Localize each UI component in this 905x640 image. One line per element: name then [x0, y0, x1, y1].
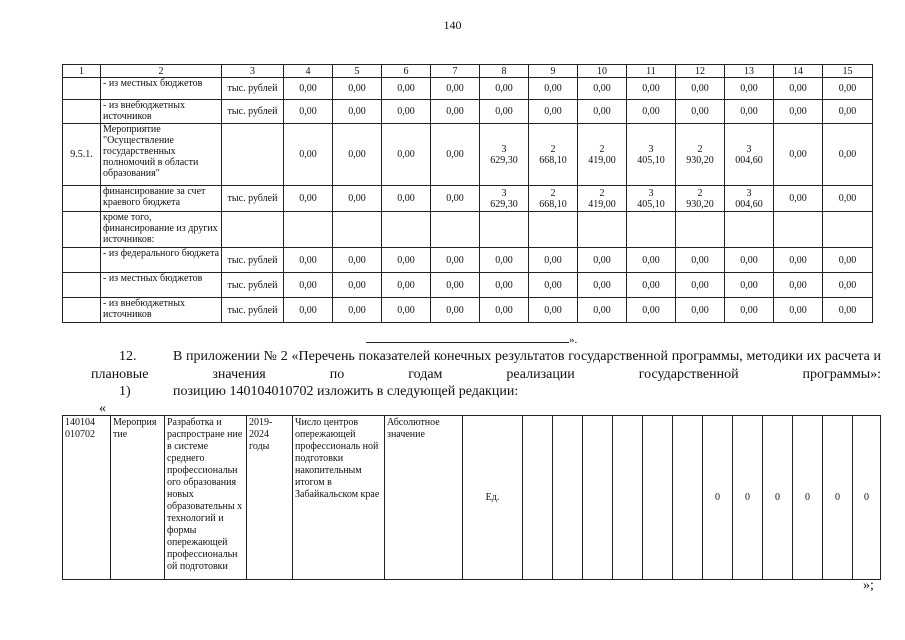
- value-cell: 0,00: [578, 100, 627, 124]
- value-cell: 0: [733, 416, 763, 580]
- row-unit: тыс. рублей: [222, 273, 284, 298]
- value-cell: 0,00: [725, 100, 774, 124]
- row-name: финансирование за счет краевого бюджета: [101, 186, 222, 212]
- value-cell: 0,00: [382, 248, 431, 273]
- indicator-table: [62, 415, 881, 580]
- closing-mark: »;: [863, 578, 874, 593]
- value-cell: 0,00: [578, 298, 627, 323]
- value-cell: 0,00: [284, 124, 333, 186]
- value-cell: [382, 212, 431, 248]
- value-cell: 0,00: [627, 78, 676, 100]
- table-row: [63, 273, 873, 298]
- table-row: [63, 124, 873, 186]
- value-cell: 0: [703, 416, 733, 580]
- value-cell: 0: [823, 416, 853, 580]
- row-code: [63, 78, 101, 100]
- value-cell: 0,00: [333, 273, 382, 298]
- column-number: 5: [333, 65, 382, 78]
- item-text: позицию 140104010702 изложить в следующей редакции:: [173, 384, 519, 399]
- value-cell: 2 930,20: [676, 186, 725, 212]
- value-cell: 0,00: [578, 273, 627, 298]
- value-cell: [523, 416, 553, 580]
- value-cell: 0,00: [431, 273, 480, 298]
- value-cell: 0,00: [725, 273, 774, 298]
- value-cell: 0,00: [774, 78, 823, 100]
- value-cell: 0,00: [480, 273, 529, 298]
- column-number: 1: [63, 65, 101, 78]
- column-number: 15: [823, 65, 873, 78]
- value-cell: 0,00: [676, 298, 725, 323]
- value-cell: 0: [763, 416, 793, 580]
- value-cell: 0,00: [333, 124, 382, 186]
- column-number: 11: [627, 65, 676, 78]
- indicator-name: Разработка и распростране ние в системе среднего профессиональн ого образования новых образовательны х технологий и формы опережающей профессиональн ой подготовки: [165, 416, 247, 580]
- indicator-unit: Ед.: [463, 416, 523, 580]
- value-cell: 0,00: [382, 273, 431, 298]
- value-cell: 0,00: [284, 100, 333, 124]
- value-cell: [627, 212, 676, 248]
- value-cell: 0,00: [431, 124, 480, 186]
- closing-quote: ».: [569, 334, 578, 346]
- value-cell: [613, 416, 643, 580]
- row-name: - из федерального бюджета: [101, 248, 222, 273]
- value-cell: 0,00: [578, 248, 627, 273]
- value-cell: 0,00: [774, 248, 823, 273]
- value-cell: 0,00: [284, 298, 333, 323]
- item-1: [91, 383, 881, 401]
- value-cell: 0,00: [676, 248, 725, 273]
- value-cell: 0,00: [480, 100, 529, 124]
- column-number: 8: [480, 65, 529, 78]
- value-cell: 0,00: [431, 298, 480, 323]
- value-cell: 0,00: [725, 78, 774, 100]
- table-closing: [366, 333, 578, 346]
- value-cell: 0,00: [529, 298, 578, 323]
- value-cell: 2 419,00: [578, 186, 627, 212]
- value-cell: 0,00: [284, 78, 333, 100]
- indicator-years: 2019-2024 годы: [247, 416, 293, 580]
- financing-table: [62, 64, 873, 323]
- indicator-description: Число центров опережающей профессиональ ной подготовки накопительным итогом в Забайкальском крае: [293, 416, 385, 580]
- value-cell: [725, 212, 774, 248]
- table-row: [63, 212, 873, 248]
- value-cell: 0,00: [676, 78, 725, 100]
- column-number: 4: [284, 65, 333, 78]
- paragraph-text: В приложении № 2 «Перечень показателей конечных результатов государственной программы, методики их расчета и плановые значения по годам реализации государственной программы»:: [91, 349, 881, 382]
- row-code: 9.5.1.: [63, 124, 101, 186]
- indicator-code: 140104 010702: [63, 416, 111, 580]
- value-cell: 0,00: [480, 78, 529, 100]
- value-cell: 0,00: [480, 248, 529, 273]
- value-cell: [431, 212, 480, 248]
- indicator-row: [63, 416, 881, 580]
- value-cell: 0,00: [823, 124, 873, 186]
- value-cell: 0,00: [627, 100, 676, 124]
- value-cell: 0,00: [333, 186, 382, 212]
- row-code: [63, 248, 101, 273]
- table-header-row: [63, 65, 873, 78]
- indicator-method: Абсолютное значение: [385, 416, 463, 580]
- value-cell: 0,00: [382, 186, 431, 212]
- value-cell: 0,00: [284, 273, 333, 298]
- row-unit: тыс. рублей: [222, 100, 284, 124]
- value-cell: 0,00: [774, 100, 823, 124]
- column-number: 14: [774, 65, 823, 78]
- value-cell: 0,00: [529, 248, 578, 273]
- value-cell: 2 668,10: [529, 186, 578, 212]
- value-cell: [774, 212, 823, 248]
- value-cell: 0: [853, 416, 881, 580]
- value-cell: 2 419,00: [578, 124, 627, 186]
- row-unit: тыс. рублей: [222, 186, 284, 212]
- value-cell: 0,00: [480, 298, 529, 323]
- value-cell: 0,00: [774, 124, 823, 186]
- value-cell: 3 405,10: [627, 124, 676, 186]
- value-cell: [333, 212, 382, 248]
- table-row: [63, 186, 873, 212]
- table-row: [63, 298, 873, 323]
- value-cell: 3 405,10: [627, 186, 676, 212]
- value-cell: 0,00: [382, 100, 431, 124]
- column-number: 12: [676, 65, 725, 78]
- value-cell: 0,00: [725, 248, 774, 273]
- table-row: [63, 78, 873, 100]
- row-unit: [222, 124, 284, 186]
- value-cell: 0,00: [627, 273, 676, 298]
- value-cell: 0,00: [774, 298, 823, 323]
- row-code: [63, 273, 101, 298]
- value-cell: [643, 416, 673, 580]
- value-cell: 0,00: [431, 78, 480, 100]
- value-cell: 0,00: [333, 78, 382, 100]
- page-number: 140: [443, 18, 462, 32]
- value-cell: 0: [793, 416, 823, 580]
- opening-quote: «: [99, 401, 106, 416]
- row-name: кроме того, финансирование из других источников:: [101, 212, 222, 248]
- value-cell: 0,00: [333, 100, 382, 124]
- value-cell: 0,00: [431, 248, 480, 273]
- value-cell: 0,00: [823, 298, 873, 323]
- value-cell: 0,00: [823, 186, 873, 212]
- value-cell: 0,00: [284, 248, 333, 273]
- paragraph-12: [91, 348, 881, 384]
- value-cell: 0,00: [578, 78, 627, 100]
- closing-underline: [366, 333, 569, 343]
- row-name: Мероприятие "Осуществление государственных полномочий в области образования": [101, 124, 222, 186]
- row-name: - из местных бюджетов: [101, 273, 222, 298]
- value-cell: [284, 212, 333, 248]
- value-cell: 0,00: [823, 78, 873, 100]
- row-unit: [222, 212, 284, 248]
- item-number: 1): [119, 384, 131, 399]
- column-number: 9: [529, 65, 578, 78]
- table-row: [63, 248, 873, 273]
- value-cell: 0,00: [823, 100, 873, 124]
- value-cell: 0,00: [333, 298, 382, 323]
- column-number: 13: [725, 65, 774, 78]
- row-code: [63, 298, 101, 323]
- value-cell: 0,00: [382, 124, 431, 186]
- value-cell: 2 668,10: [529, 124, 578, 186]
- row-unit: тыс. рублей: [222, 298, 284, 323]
- value-cell: 0,00: [774, 273, 823, 298]
- value-cell: [673, 416, 703, 580]
- row-unit: тыс. рублей: [222, 248, 284, 273]
- value-cell: [583, 416, 613, 580]
- value-cell: 3 004,60: [725, 186, 774, 212]
- paragraph-number: 12.: [119, 349, 137, 364]
- value-cell: 0,00: [823, 273, 873, 298]
- value-cell: 0,00: [627, 298, 676, 323]
- row-unit: тыс. рублей: [222, 78, 284, 100]
- indicator-type: Мероприя тие: [111, 416, 165, 580]
- value-cell: 2 930,20: [676, 124, 725, 186]
- value-cell: 0,00: [431, 100, 480, 124]
- value-cell: 0,00: [627, 248, 676, 273]
- value-cell: 0,00: [823, 248, 873, 273]
- row-name: - из внебюджетных источников: [101, 298, 222, 323]
- table-row: [63, 100, 873, 124]
- value-cell: [676, 212, 725, 248]
- value-cell: 0,00: [529, 273, 578, 298]
- value-cell: 0,00: [676, 100, 725, 124]
- value-cell: 0,00: [284, 186, 333, 212]
- value-cell: 0,00: [529, 78, 578, 100]
- value-cell: 3 629,30: [480, 186, 529, 212]
- column-number: 7: [431, 65, 480, 78]
- row-code: [63, 212, 101, 248]
- row-code: [63, 100, 101, 124]
- value-cell: 0,00: [431, 186, 480, 212]
- value-cell: [480, 212, 529, 248]
- column-number: 3: [222, 65, 284, 78]
- value-cell: 3 004,60: [725, 124, 774, 186]
- value-cell: 0,00: [725, 298, 774, 323]
- value-cell: 0,00: [382, 298, 431, 323]
- value-cell: 0,00: [676, 273, 725, 298]
- row-name: - из внебюджетных источников: [101, 100, 222, 124]
- value-cell: 0,00: [529, 100, 578, 124]
- value-cell: [823, 212, 873, 248]
- column-number: 6: [382, 65, 431, 78]
- column-number: 10: [578, 65, 627, 78]
- value-cell: [529, 212, 578, 248]
- value-cell: 3 629,30: [480, 124, 529, 186]
- column-number: 2: [101, 65, 222, 78]
- value-cell: [553, 416, 583, 580]
- value-cell: 0,00: [382, 78, 431, 100]
- row-name: - из местных бюджетов: [101, 78, 222, 100]
- value-cell: 0,00: [774, 186, 823, 212]
- value-cell: 0,00: [333, 248, 382, 273]
- value-cell: [578, 212, 627, 248]
- row-code: [63, 186, 101, 212]
